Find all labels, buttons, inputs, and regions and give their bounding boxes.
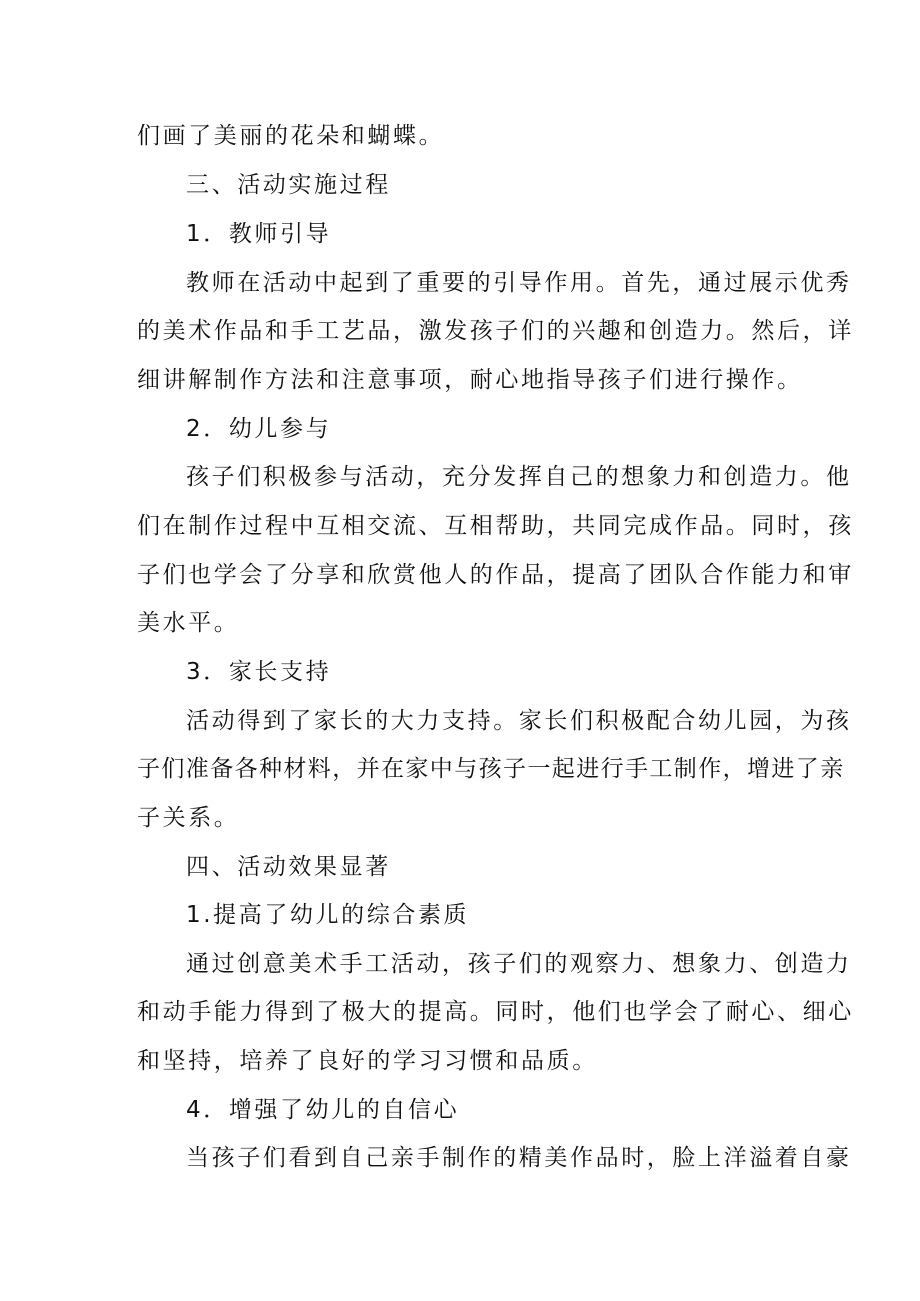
paragraph-line: 子们准备各种材料，并在家中与孩子一起进行手工制作，增进了亲: [137, 756, 845, 782]
paragraph-line: 和动手能力得到了极大的提高。同时，他们也学会了耐心、细心: [137, 999, 854, 1025]
paragraph-line: 子们也学会了分享和欣赏他人的作品，提高了团队合作能力和审: [137, 562, 854, 588]
paragraph-line: 的美术作品和手工艺品，激发孩子们的兴趣和创造力。然后，详: [137, 318, 854, 344]
paragraph-line: 子关系。: [137, 805, 240, 831]
subsection-heading: 2．幼儿参与: [186, 416, 332, 442]
subsection-heading: 3．家长支持: [186, 659, 332, 685]
paragraph-line: 细讲解制作方法和注意事项，耐心地指导孩子们进行操作。: [137, 367, 803, 393]
paragraph-line: 们画了美丽的花朵和蝴蝶。: [137, 123, 445, 149]
subsection-heading: 1.提高了幼儿的综合素质: [186, 902, 470, 928]
paragraph-line: 教师在活动中起到了重要的引导作用。首先，通过展示优秀: [186, 270, 852, 296]
paragraph-line: 通过创意美术手工活动，孩子们的观察力、想象力、创造力: [186, 951, 852, 977]
paragraph-line: 美水平。: [137, 610, 240, 636]
paragraph-line: 活动得到了家长的大力支持。家长们积极配合幼儿园，为孩: [186, 708, 852, 734]
paragraph-line: 和坚持，培养了良好的学习习惯和品质。: [137, 1048, 598, 1074]
paragraph-line: 当孩子们看到自己亲手制作的精美作品时，脸上洋溢着自豪: [186, 1145, 852, 1171]
subsection-heading: 1．教师引导: [186, 221, 332, 247]
paragraph-line: 们在制作过程中互相交流、互相帮助，共同完成作品。同时，孩: [137, 513, 854, 539]
subsection-heading: 4．增强了幼儿的自信心: [186, 1097, 460, 1123]
section-heading: 四、活动效果显著: [186, 854, 391, 880]
section-heading: 三、活动实施过程: [186, 172, 391, 198]
paragraph-line: 孩子们积极参与活动，充分发挥自己的想象力和创造力。他: [186, 464, 852, 490]
